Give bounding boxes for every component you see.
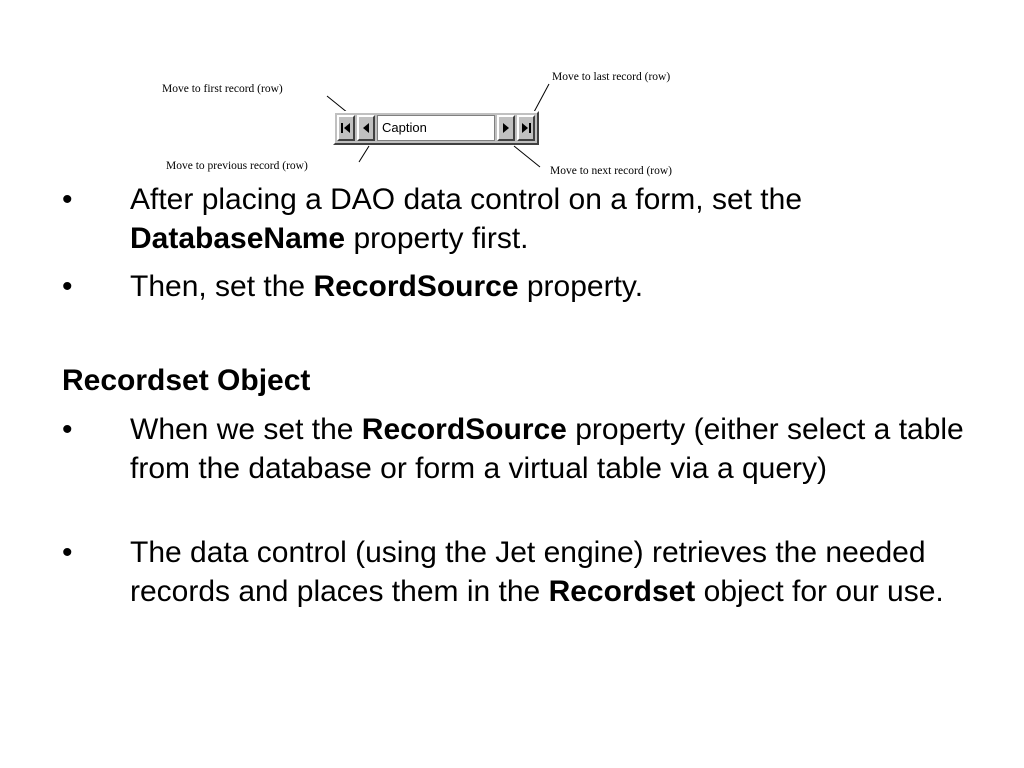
- first-record-icon: [340, 121, 352, 135]
- bullet-item: [62, 268, 972, 308]
- text-run: When we set the: [130, 413, 362, 446]
- label-move-previous: Move to previous record (row): [166, 160, 308, 172]
- leader-lines: [0, 0, 1024, 200]
- move-previous-button[interactable]: [357, 115, 375, 141]
- text-run: property.: [518, 270, 644, 303]
- label-move-first: Move to first record (row): [162, 83, 283, 95]
- move-first-button[interactable]: [337, 115, 355, 141]
- bullet-mark: •: [62, 413, 73, 446]
- text-run: The data control (using the Jet engine) retrieves the needed records and places them in the: [130, 536, 926, 608]
- bullet-item: [62, 534, 972, 652]
- move-last-button[interactable]: [517, 115, 535, 141]
- bold-term: RecordSource: [313, 270, 519, 303]
- leader-last: [534, 84, 549, 112]
- text-run: property first.: [345, 221, 529, 255]
- text-run: Then, set the: [130, 270, 314, 303]
- previous-record-icon: [360, 121, 372, 135]
- label-move-last: Move to last record (row): [552, 71, 671, 83]
- text-run: After placing a DAO data control on a form, set the: [130, 183, 803, 216]
- caption-field: Caption: [377, 115, 495, 141]
- section-heading: Recordset Object: [62, 364, 311, 397]
- data-control: [333, 111, 539, 145]
- bullet-text: [130, 268, 972, 307]
- text-run: object for our use.: [695, 574, 944, 608]
- bold-term: Recordset: [548, 574, 696, 608]
- label-move-next: Move to next record (row): [550, 165, 672, 177]
- bullet-mark: •: [62, 183, 73, 216]
- leader-prev: [359, 146, 369, 162]
- bullet-text: [130, 181, 972, 258]
- bullet-mark: •: [62, 270, 73, 303]
- bold-term: DatabaseName: [130, 221, 346, 255]
- bullet-mark: •: [62, 536, 73, 569]
- bullet-text: [130, 411, 972, 488]
- bullet-item: [62, 411, 972, 529]
- last-record-icon: [520, 121, 532, 135]
- next-record-icon: [500, 121, 512, 135]
- bullet-item: [62, 181, 972, 261]
- move-next-button[interactable]: [497, 115, 515, 141]
- bold-term: RecordSource: [361, 413, 567, 446]
- text-run: property (either select a table from the database or form a virtual table via a query): [130, 413, 964, 485]
- leader-next: [514, 146, 540, 167]
- bullet-text: [130, 534, 972, 611]
